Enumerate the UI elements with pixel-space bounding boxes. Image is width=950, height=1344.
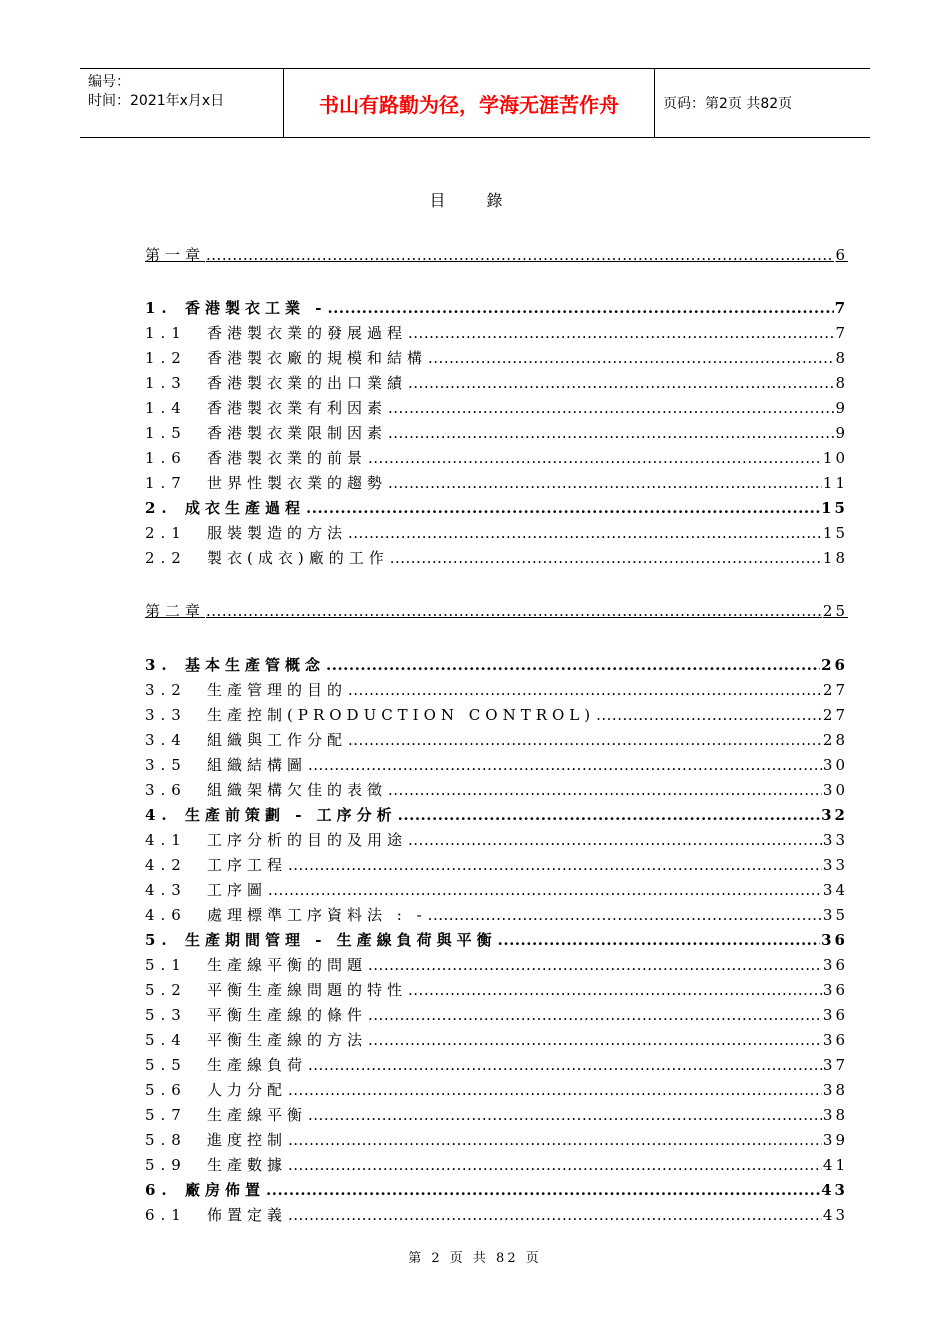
toc-entry[interactable]	[145, 1079, 848, 1099]
toc-entry[interactable]	[145, 904, 848, 924]
toc-entry-page: 36	[822, 981, 848, 999]
toc-entry[interactable]	[145, 547, 848, 567]
toc-entry-number: 5.4	[145, 1031, 187, 1049]
toc-entry-label: 生產期間管理 - 生產線負荷與平衡	[185, 931, 497, 949]
toc-leader-dots	[266, 1181, 820, 1199]
toc-entry-page: 36	[822, 1006, 848, 1024]
toc-entry-number: 1.2	[145, 349, 187, 367]
toc-entry-page: 32	[821, 806, 848, 824]
toc-entry-label: 世界性製衣業的趨勢	[207, 474, 388, 492]
toc-entry-number: 2.1	[145, 524, 187, 542]
toc-entry-number: 5.8	[145, 1131, 187, 1149]
toc-entry-page: 25	[822, 602, 848, 620]
toc-leader-dots	[368, 1006, 822, 1024]
header-page-info: 页码：第2页 共82页	[663, 96, 793, 112]
toc-entry-page: 9	[835, 399, 848, 417]
toc-entry[interactable]	[145, 497, 848, 517]
toc-entry-number: 1.3	[145, 374, 187, 392]
toc-entry-page: 7	[834, 299, 848, 317]
toc-entry-number: 5.9	[145, 1156, 187, 1174]
toc-entry-label: 製衣(成衣)廠的工作	[207, 549, 389, 567]
toc-entry-page: 7	[835, 324, 848, 342]
toc-leader-dots	[428, 349, 834, 367]
toc-entry[interactable]	[145, 1154, 848, 1174]
toc-entry-label: 平衡生產線問題的特性	[207, 981, 408, 999]
toc-leader-dots	[408, 374, 834, 392]
toc-entry-number: 5.1	[145, 956, 187, 974]
toc-entry-page: 39	[822, 1131, 848, 1149]
toc-entry-label: 佈置定義	[207, 1206, 288, 1224]
toc-entry-label: 成衣生產過程	[185, 499, 306, 517]
toc-entry-number: 3.	[145, 656, 173, 674]
toc-entry[interactable]	[145, 297, 848, 317]
header-motto: 书山有路勤为径，学海无涯苦作舟	[283, 69, 655, 137]
number-label: 编号：	[88, 74, 130, 90]
toc-entry-number: 3.6	[145, 781, 187, 799]
toc-entry-page: 33	[822, 856, 848, 874]
toc-entry-number: 1.	[145, 299, 173, 317]
toc-entry[interactable]	[145, 347, 848, 367]
toc-entry-number: 1.5	[145, 424, 187, 442]
toc-entry-label: 工序圖	[207, 881, 268, 899]
toc-leader-dots	[390, 549, 822, 567]
toc-leader-dots	[368, 1031, 822, 1049]
toc-leader-dots	[348, 731, 822, 749]
toc-entry[interactable]	[145, 1204, 848, 1224]
toc-entry[interactable]	[145, 372, 848, 392]
toc-chapter[interactable]	[145, 600, 848, 620]
toc-entry[interactable]	[145, 854, 848, 874]
toc-leader-dots	[308, 1106, 822, 1124]
toc-entry-number: 3.5	[145, 756, 187, 774]
toc-entry[interactable]	[145, 779, 848, 799]
toc-leader-dots	[408, 981, 822, 999]
toc-entry-label: 工序分析的目的及用途	[207, 831, 408, 849]
toc-entry-page: 15	[821, 499, 848, 517]
page-header	[80, 68, 870, 138]
toc-entry[interactable]	[145, 1004, 848, 1024]
toc-entry[interactable]	[145, 879, 848, 899]
toc-entry-page: 34	[822, 881, 848, 899]
toc-entry-page: 41	[822, 1156, 848, 1174]
toc-leader-dots	[268, 881, 822, 899]
toc-leader-dots	[388, 474, 822, 492]
toc-entry-number: 2.2	[145, 549, 187, 567]
toc-entry[interactable]	[145, 804, 848, 824]
toc-leader-dots	[288, 1131, 822, 1149]
toc-entry-number: 6.1	[145, 1206, 187, 1224]
toc-entry-number: 3.2	[145, 681, 187, 699]
toc-entry-page: 8	[835, 374, 848, 392]
toc-entry-number: 1.1	[145, 324, 187, 342]
toc-entry-number: 3.4	[145, 731, 187, 749]
toc-entry-page: 28	[822, 731, 848, 749]
toc-entry[interactable]	[145, 447, 848, 467]
toc-entry-number: 5.7	[145, 1106, 187, 1124]
toc-entry[interactable]	[145, 654, 848, 674]
toc-entry-number: 3.3	[145, 706, 187, 724]
toc-entry-page: 36	[821, 931, 848, 949]
toc-entry-label: 香港製衣廠的規模和結構	[207, 349, 428, 367]
toc-leader-dots	[408, 324, 834, 342]
toc-entry-page: 18	[822, 549, 848, 567]
toc-entry-label: 進度控制	[207, 1131, 288, 1149]
toc-entry-label: 生產管理的目的	[207, 681, 348, 699]
toc-entry[interactable]	[145, 422, 848, 442]
toc-entry-number: 5.	[145, 931, 173, 949]
toc-entry-label: 組織與工作分配	[207, 731, 348, 749]
toc-entry-label: 人力分配	[207, 1081, 288, 1099]
toc-entry-page: 36	[822, 1031, 848, 1049]
toc-entry-label: 第二章	[145, 602, 206, 620]
toc-entry-number: 4.	[145, 806, 173, 824]
toc-entry-page: 9	[835, 424, 848, 442]
toc-entry-label: 基本生產管概念	[185, 656, 326, 674]
toc-entry[interactable]	[145, 1029, 848, 1049]
toc-entry[interactable]	[145, 679, 848, 699]
toc-entry[interactable]	[145, 1054, 848, 1074]
toc-entry-label: 廠房佈置	[185, 1181, 266, 1199]
toc-entry-page: 43	[822, 1206, 848, 1224]
toc-entry-label: 香港製衣業限制因素	[207, 424, 388, 442]
toc-entry-label: 工序工程	[207, 856, 288, 874]
toc-leader-dots	[348, 681, 822, 699]
toc-entry-label: 生產線平衡的問題	[207, 956, 368, 974]
toc-entry-page: 35	[822, 906, 848, 924]
toc-entry-label: 香港製衣業有利因素	[207, 399, 388, 417]
toc-entry-label: 生產線負荷	[207, 1056, 308, 1074]
toc-entry-number: 4.6	[145, 906, 187, 924]
toc-entry-label: 組織架構欠佳的表徵	[207, 781, 388, 799]
toc-entry-label: 平衡生產線的條件	[207, 1006, 368, 1024]
toc-leader-dots	[498, 931, 820, 949]
toc-entry[interactable]	[145, 829, 848, 849]
toc-leader-dots	[388, 399, 834, 417]
toc-entry-label: 服裝製造的方法	[207, 524, 348, 542]
toc-entry-page: 38	[822, 1081, 848, 1099]
toc-leader-dots	[308, 1056, 822, 1074]
toc-entry-label: 生產控制(PRODUCTION CONTROL)	[207, 706, 596, 724]
toc-entry-label: 處理標準工序資料法 : -	[207, 906, 427, 924]
toc-leader-dots	[596, 706, 822, 724]
toc-entry-label: 香港製衣業的前景	[207, 449, 368, 467]
toc-leader-dots	[288, 1206, 822, 1224]
toc-entry-page: 27	[822, 706, 848, 724]
toc-entry-number: 2.	[145, 499, 173, 517]
toc-leader-dots	[308, 756, 822, 774]
toc-entry-number: 5.3	[145, 1006, 187, 1024]
toc-title: 目 錄	[429, 191, 521, 210]
toc-entry-page: 37	[822, 1056, 848, 1074]
toc-leader-dots	[368, 956, 822, 974]
toc-entry-number: 5.5	[145, 1056, 187, 1074]
toc-entry[interactable]	[145, 1104, 848, 1124]
toc-entry-page: 33	[822, 831, 848, 849]
toc-entry[interactable]	[145, 954, 848, 974]
toc-leader-dots	[348, 524, 822, 542]
toc-entry-label: 香港製衣業的發展過程	[207, 324, 408, 342]
toc-entry-number: 4.1	[145, 831, 187, 849]
toc-entry-page: 6	[835, 246, 848, 264]
toc-entry[interactable]	[145, 754, 848, 774]
toc-entry-page: 10	[822, 449, 848, 467]
toc-entry[interactable]	[145, 522, 848, 542]
toc-entry[interactable]	[145, 1129, 848, 1149]
toc-entry-label: 生產數據	[207, 1156, 288, 1174]
toc-entry-label: 香港製衣工業 -	[185, 299, 327, 317]
toc-entry[interactable]	[145, 704, 848, 724]
toc-entry-page: 8	[835, 349, 848, 367]
toc-leader-dots	[398, 806, 820, 824]
toc-entry-page: 36	[822, 956, 848, 974]
toc-leader-dots	[326, 656, 820, 674]
toc-leader-dots	[206, 602, 822, 620]
toc-leader-dots	[327, 299, 833, 317]
toc-entry-page: 26	[821, 656, 848, 674]
toc-entry-number: 5.2	[145, 981, 187, 999]
toc-entry-label: 生產前策劃 - 工序分析	[185, 806, 397, 824]
toc-entry-label: 香港製衣業的出口業績	[207, 374, 408, 392]
toc-leader-dots	[368, 449, 822, 467]
toc-entry-number: 6.	[145, 1181, 173, 1199]
toc-entry[interactable]	[145, 472, 848, 492]
toc-leader-dots	[388, 424, 834, 442]
toc-leader-dots	[388, 781, 822, 799]
toc-leader-dots	[288, 856, 822, 874]
header-meta	[80, 69, 283, 137]
toc-entry[interactable]	[145, 1179, 848, 1199]
toc-leader-dots	[206, 246, 834, 264]
toc-leader-dots	[428, 906, 822, 924]
toc-entry-number: 4.2	[145, 856, 187, 874]
toc-leader-dots	[288, 1156, 822, 1174]
toc-leader-dots	[288, 1081, 822, 1099]
toc-entry-page: 15	[822, 524, 848, 542]
toc-entry-number: 1.4	[145, 399, 187, 417]
toc-entry-label: 平衡生產線的方法	[207, 1031, 368, 1049]
toc-leader-dots	[408, 831, 822, 849]
toc-entry[interactable]	[145, 979, 848, 999]
page-footer: 第 2 页 共 82 页	[408, 1251, 542, 1266]
toc-entry-number: 1.7	[145, 474, 187, 492]
toc-entry-label: 組織結構圖	[207, 756, 308, 774]
toc-entry-page: 43	[821, 1181, 848, 1199]
toc-entry[interactable]	[145, 397, 848, 417]
toc-entry[interactable]	[145, 322, 848, 342]
toc-entry[interactable]	[145, 929, 848, 949]
toc-entry-page: 30	[822, 781, 848, 799]
toc-entry-page: 30	[822, 756, 848, 774]
toc-entry-page: 11	[822, 474, 848, 492]
toc-entry-number: 4.3	[145, 881, 187, 899]
toc-entry-page: 27	[822, 681, 848, 699]
toc-entry-label: 生產線平衡	[207, 1106, 308, 1124]
toc-entry[interactable]	[145, 729, 848, 749]
toc-entry-label: 第一章	[145, 246, 206, 264]
toc-leader-dots	[306, 499, 820, 517]
time-label: 时间：2021年x月x日	[88, 93, 225, 109]
toc-entry-page: 38	[822, 1106, 848, 1124]
toc-entry-number: 5.6	[145, 1081, 187, 1099]
toc-entry-number: 1.6	[145, 449, 187, 467]
toc-chapter[interactable]	[145, 244, 848, 264]
